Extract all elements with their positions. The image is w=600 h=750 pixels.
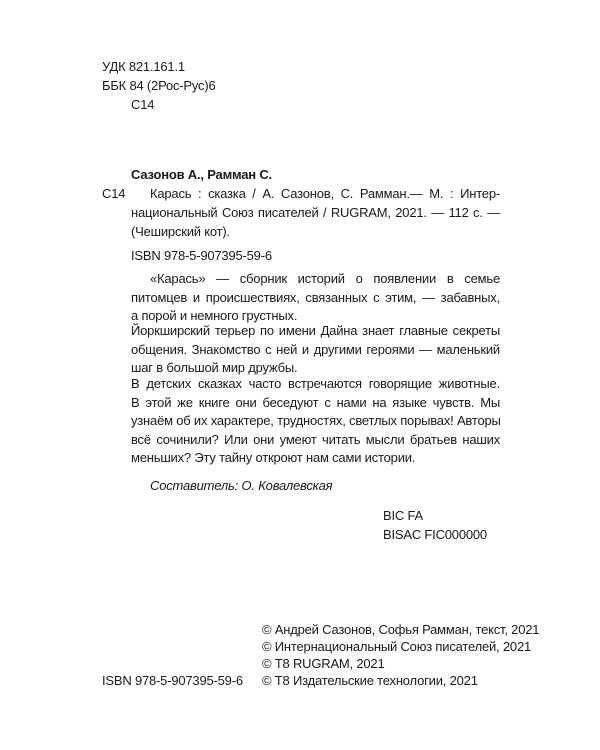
author-mark-left: С14 (102, 186, 126, 201)
annotation-line: шаг в большой мир дружбы. (131, 360, 298, 375)
copyright-line: © Т8 RUGRAM, 2021 (262, 656, 385, 671)
biblio-line: Карась : сказка / А. Сазонов, С. Рамман.— М. : Интер- (150, 186, 500, 201)
udk-code: УДК 821.161.1 (102, 59, 185, 74)
author-mark-top: С14 (131, 97, 155, 112)
annotation-line: В детских сказках часто встречаются говорящие животные. (131, 376, 500, 391)
annotation-line: меньших? Эту тайну откроют нам сами истории. (131, 450, 416, 465)
annotation-line: а порой и немного грустных. (131, 308, 298, 323)
isbn-bottom: ISBN 978-5-907395-59-6 (102, 673, 243, 688)
copyright-line: © Т8 Издательские технологии, 2021 (262, 673, 478, 688)
authors-heading: Сазонов А., Рамман С. (131, 167, 272, 182)
annotation-line: всё сочинили? Или они умеют читать мысли братьев наших (131, 432, 500, 447)
biblio-line: (Чеширский кот). (131, 224, 230, 239)
compiler-credit: Составитель: О. Ковалевская (150, 478, 333, 493)
bic-code: BIC FA (383, 508, 423, 523)
biblio-line: национальный Союз писателей / RUGRAM, 2021. — 112 с. — (131, 205, 500, 220)
copyright-line: © Интернациональный Союз писателей, 2021 (262, 639, 532, 654)
annotation-line: узнаём об их характере, трудностях, светлых порывах! Авторы (131, 413, 501, 428)
bbk-code: ББК 84 (2Рос-Рус)6 (102, 78, 216, 93)
annotation-line: «Карась» — сборник историй о появлении в семье (150, 271, 500, 286)
isbn-main: ISBN 978-5-907395-59-6 (131, 248, 272, 263)
annotation-line: питомцев и происшествиях, связанных с этим, — забавных, (131, 290, 500, 305)
annotation-line: Йоркширский терьер по имени Дайна знает главные секреты (131, 323, 500, 338)
bisac-code: BISAC FIC000000 (383, 527, 487, 542)
annotation-line: общения. Знакомство с ней и другими героями — маленький (131, 342, 500, 357)
copyright-line: © Андрей Сазонов, Софья Рамман, текст, 2021 (262, 622, 540, 637)
annotation-line: В этой же книге они беседуют с нами на языке чувств. Мы (131, 395, 500, 410)
